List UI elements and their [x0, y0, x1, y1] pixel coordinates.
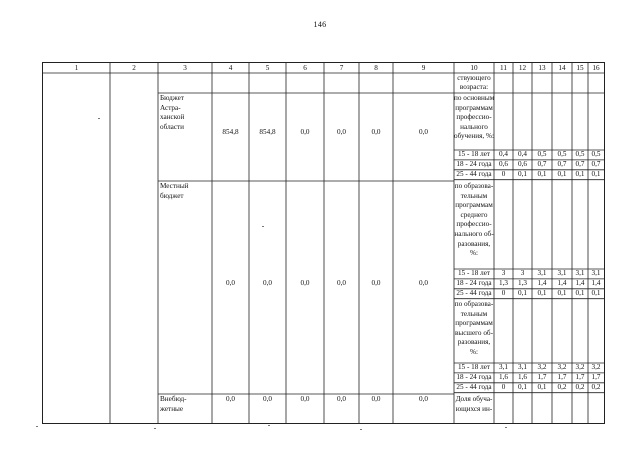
- value-cell: 0,2: [591, 383, 601, 391]
- value-cell: 1,3: [518, 279, 527, 288]
- value-cell: 0,1: [591, 170, 601, 178]
- value-cell: 3,1: [499, 363, 508, 372]
- value-cell: 0: [501, 383, 506, 391]
- sum-cell: 0,0: [300, 279, 310, 287]
- value-cell: 1,4: [591, 279, 601, 288]
- column-header: 16: [592, 63, 600, 72]
- value-cell: 0,2: [575, 383, 585, 391]
- value-cell: 3,1: [537, 269, 547, 278]
- value-cell: 0,4: [499, 150, 508, 159]
- sum-cell: 854,8: [259, 128, 276, 136]
- sum-cell: 0,0: [226, 279, 235, 287]
- sum-cell: 0,0: [337, 395, 346, 403]
- scan-speck: [36, 426, 38, 427]
- value-cell: 0,5: [537, 150, 547, 159]
- value-cell: 1,3: [499, 279, 508, 288]
- sum-cell: 0,0: [300, 395, 310, 403]
- value-cell: 0,1: [557, 170, 567, 178]
- value-cell: 0,4: [518, 150, 527, 159]
- value-cell: 0,1: [591, 289, 601, 297]
- column-header: 11: [500, 63, 507, 72]
- value-cell: 0,7: [575, 160, 585, 169]
- value-cell: 3: [501, 269, 506, 278]
- scan-speck: [262, 226, 264, 227]
- value-cell: 3,2: [557, 363, 567, 372]
- value-cell: 0,1: [518, 170, 527, 178]
- value-cell: 0,1: [575, 289, 585, 297]
- value-cell: 0,1: [557, 289, 567, 297]
- value-cell: 1,7: [575, 373, 585, 382]
- sum-cell: 0,0: [419, 279, 428, 287]
- value-cell: 1,4: [575, 279, 585, 288]
- budget-table: [42, 62, 605, 424]
- sum-cell: 0,0: [337, 128, 346, 136]
- scan-speck: [268, 425, 270, 426]
- value-cell: 3,1: [557, 269, 567, 278]
- sum-cell: 0,0: [419, 128, 428, 136]
- value-cell: 0,1: [575, 170, 585, 178]
- scan-speck: [360, 429, 362, 430]
- column-header: 2: [132, 63, 136, 72]
- value-cell: 0: [501, 289, 506, 297]
- column-header: 12: [518, 63, 527, 72]
- age-group: 18 - 24 года: [456, 160, 492, 169]
- value-cell: 3: [520, 269, 525, 278]
- column-header: 13: [538, 63, 546, 72]
- indicator-vocational: по основным программам профессио- нального обучения, %:: [454, 94, 495, 141]
- value-cell: 0,1: [518, 289, 527, 297]
- column-header: 3: [183, 63, 187, 72]
- sum-cell: 0,0: [300, 128, 310, 136]
- value-cell: 0,1: [537, 383, 547, 391]
- age-group: 18 - 24 года: [456, 373, 492, 382]
- value-cell: 3,2: [591, 363, 601, 372]
- column-header: 9: [421, 63, 426, 72]
- value-cell: 1,6: [499, 373, 508, 382]
- column-header: 15: [576, 63, 584, 72]
- sum-cell: 0,0: [371, 279, 381, 287]
- value-cell: 0,2: [557, 383, 567, 391]
- value-cell: 0,5: [575, 150, 585, 159]
- column-header: 14: [558, 63, 566, 72]
- sum-cell: 0,0: [263, 395, 272, 403]
- age-group: 15 - 18 лет: [457, 363, 491, 372]
- column-header: 4: [228, 63, 233, 72]
- value-cell: 1,7: [537, 373, 547, 382]
- scan-speck: [154, 428, 156, 429]
- value-cell: 3,1: [518, 363, 527, 372]
- value-cell: 3,1: [591, 269, 601, 278]
- age-group: 18 - 24 года: [456, 279, 492, 288]
- source-extra-budgetary: Внебюд- жетные: [160, 395, 187, 413]
- value-cell: 3,2: [537, 363, 547, 372]
- value-cell: 0,7: [537, 160, 547, 169]
- sum-cell: 854,8: [222, 128, 239, 136]
- age-group: 25 - 44 года: [456, 289, 492, 297]
- value-cell: 0,1: [537, 289, 547, 297]
- age-group: 25 - 44 года: [456, 383, 492, 391]
- column-header: 8: [374, 63, 378, 72]
- value-cell: 3,2: [575, 363, 585, 372]
- value-cell: 3,1: [575, 269, 585, 278]
- sum-cell: 0,0: [337, 279, 346, 287]
- column-header: 1: [74, 63, 79, 72]
- column-header: 6: [303, 63, 307, 72]
- page-number: 146: [313, 20, 327, 29]
- sum-cell: 0,0: [263, 279, 272, 287]
- value-cell: 0,7: [591, 160, 601, 169]
- indicator-continued: ствующего возраста:: [457, 73, 491, 92]
- column-header: 10: [470, 63, 478, 72]
- source-regional-budget: Бюджет Астра- ханской области: [160, 94, 185, 131]
- value-cell: 0,7: [557, 160, 567, 169]
- value-cell: 0,6: [499, 160, 508, 169]
- sum-cell: 0,0: [226, 395, 235, 403]
- column-header: 5: [265, 63, 270, 72]
- value-cell: 0,6: [518, 160, 527, 169]
- column-header: 7: [339, 63, 344, 72]
- source-local-budget: Местный бюджет: [160, 182, 189, 200]
- value-cell: 1,4: [537, 279, 547, 288]
- value-cell: 0,1: [518, 383, 527, 391]
- indicator-higher-education: по образова- тельным программам высшего об- разования, %:: [454, 300, 494, 356]
- value-cell: 0,1: [537, 170, 547, 178]
- indicator-share-students: Доля обуча- ющихся ин-: [455, 395, 493, 413]
- value-cell: 1,4: [557, 279, 567, 288]
- sum-cell: 0,0: [419, 395, 428, 403]
- value-cell: 1,7: [557, 373, 567, 382]
- sum-cell: 0,0: [371, 395, 381, 403]
- sum-cell: 0,0: [371, 128, 381, 136]
- indicator-secondary-vocational: по образова- тельным программам среднего профессио- нального об- разования, %:: [454, 182, 494, 258]
- value-cell: 0: [501, 170, 506, 178]
- value-cell: 1,7: [591, 373, 601, 382]
- age-group: 15 - 18 лет: [457, 150, 491, 159]
- value-cell: 0,5: [591, 150, 601, 159]
- scan-speck: [505, 427, 507, 428]
- scan-speck: [98, 118, 100, 119]
- age-group: 15 - 18 лет: [457, 269, 491, 278]
- age-group: 25 - 44 года: [456, 170, 492, 178]
- value-cell: 1,6: [518, 373, 527, 382]
- value-cell: 0,5: [557, 150, 567, 159]
